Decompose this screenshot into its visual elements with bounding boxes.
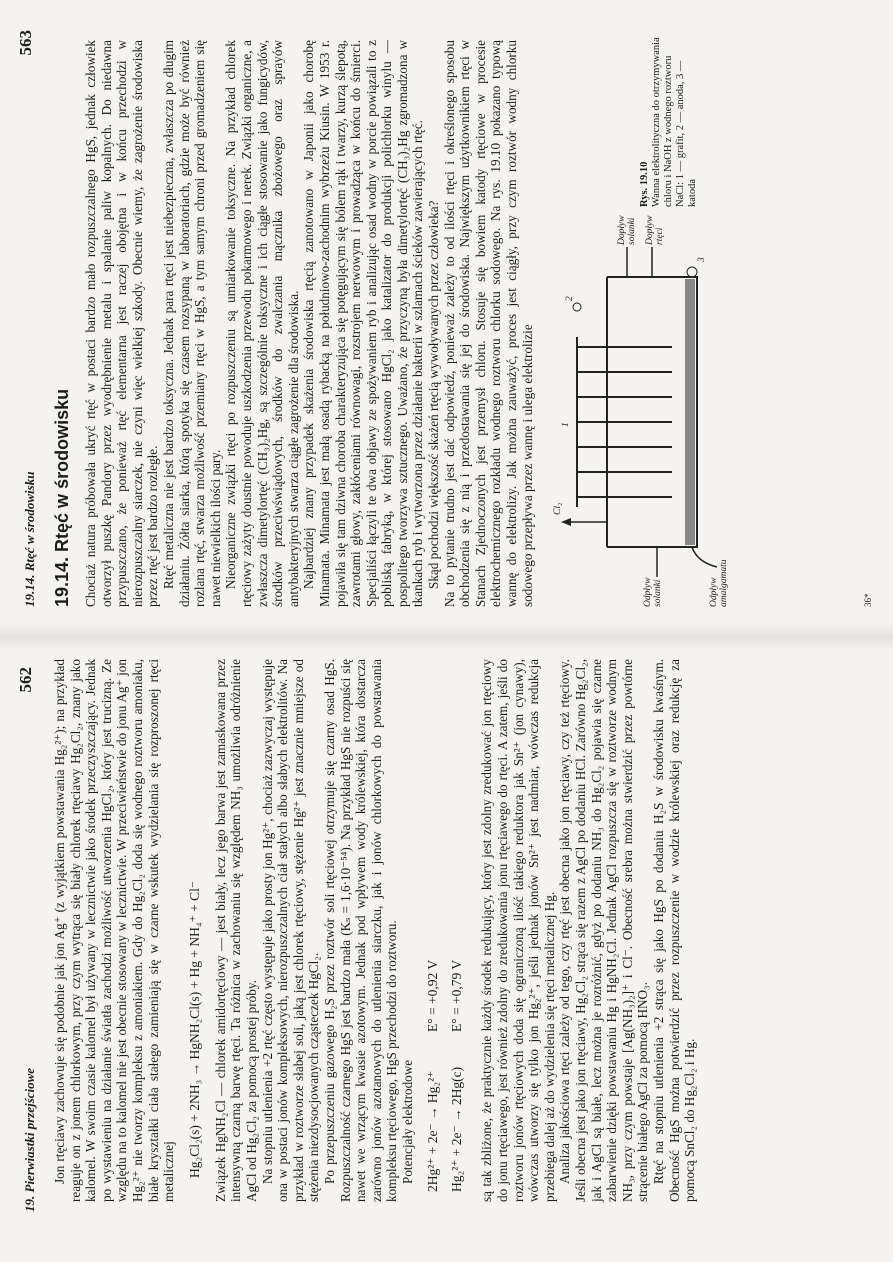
running-head: 19. Pierwiastki przejściowe: [22, 1067, 37, 1212]
label-mercury-inlet: Dopływ rtęci: [645, 215, 666, 245]
electrode-potentials: [421, 659, 469, 1192]
label-1: 1: [561, 422, 572, 427]
potential-row: [421, 659, 445, 1192]
paragraph: Rtęć na stopniu utlenienia +2 strąca się jako HgS po dodaniu H₂S w środowisku kwaśnym. Obecność HgS można potwierdzić przez rozpuszczenie w wodzie królewskiej oraz redukcję za pomocą SnCl₂ do Hg₂Cl₂ i Hg.: [651, 659, 698, 1202]
left-page: [0, 637, 893, 1262]
caption-body: Wanna elektrolityczna do otrzymywania chloru i NaOH z wodnego roztworu NaCl: 1 — grafit, 2 — anoda, 3 — katoda: [651, 37, 699, 207]
paragraph: Najbardziej znany przypadek skażenia środowiska rtęcią zanotowano w Japonii jako chorobę Minamata. Minamata jest małą osadą rybacką na południowo-zachodnim wybrzeżu Kiusin. W 1953 r. pojawiła się tam dziwna choroba charakteryzująca się potęgującym się bólem rąk i twarzy, kurzą ślepotą, zawrotami głowy, zakłóceniami równowagi, rozstrojem nerwowym i prowadząca w końcu do śmierci. Specjaliści łączyli te dwa objawy ze spożywaniem ryb i analizując osad wodny w porcie powiązali to z pobliską fabryką, w której stosowano HgCl₂ jako katalizator do produkcji polichlorku winylu — pospolitego tworzywa sztucznego. Uważano, że przyczyną była dimetylortęć (CH₃)₂Hg zgromadzona w tkankach ryb i wytworzona przez działanie bakterii w szlamach ścieków zawierających rtęć.: [301, 40, 426, 607]
cathode-terminal: [687, 267, 697, 277]
page-number: 562: [16, 667, 35, 693]
label-cl2: Cl₂: [553, 502, 564, 515]
mercury-layer: [685, 279, 695, 545]
caption-title: Rys. 19.10: [639, 161, 651, 207]
running-head: 19.14. Rtęć w środowisku: [22, 471, 37, 607]
potential-row: [445, 659, 469, 1192]
paragraph: Związek HgNH₂Cl — chlorek amidortęciowy — jest biały, lecz jego barwa jest zamaskowana przez intensywną czarną barwę rtęci. Ta różnica w zachowaniu się względem NH₃ umożliwia odróżnienie AgCl od Hg₂Cl₂ za pomocą prostej próby.: [212, 659, 259, 1202]
label-3: 3: [697, 257, 708, 262]
paragraph: Po przepuszczeniu gazowego H₂S przez roztwór soli rtęciowej otrzymuje się czarny osad HgS. Rozpuszczalność czarnego HgS jest bardzo mała (Kₛ = 1,6·10⁻⁵⁴). Na przykład HgS nie rozpuści się nawet we wrzącym kwasie azotowym. Jednak pod wpływem wody królewskiej, która dostarcza zarówno jonów azotanowych do utlenienia siarczku, jak i jonów chlorkowych do powstawania kompleksu rtęciowego, HgS przechodzi do roztworu.: [321, 659, 400, 1202]
paragraph: Potencjały elektrodowe: [399, 1059, 415, 1184]
label-brine-inlet: Dopływ solanki: [617, 215, 638, 245]
signature-mark: 36*: [863, 593, 873, 607]
electrolytic-cell-diagram: [547, 217, 730, 607]
paragraph: Na to pytanie trudno jest dać odpowiedź, ponieważ zależy to od ilości rtęci i określonego sposobu obchodzenia się z nią i przedostawania się jej do środowiska. Największym użytkownikiem rtęci w Stanach Zjednoczonych jest przemysł chloru. Stosuje się bowiem katody rtęciowe w procesie elektrochemicznego rozkładu wodnego roztworu chlorku sodowego. Na rys. 19.10 pokazano typową wannę do elektrolizy. Jak można zauważyć, proces jest ciągły, przy czym roztwór wodny chlorku sodowego przepływa przez wannę i ulega elektrolizie: [441, 40, 535, 607]
paragraph: Analiza jakościowa rtęci zależy od tego, czy rtęć jest obecna jako jon rtęciawy, czy też rtęciowy. Jeśli obecna jest jako jon rtęciawy, Hg₂Cl₂ strąca się razem z AgCl po dodaniu HCl. Zarówno Hg₂Cl₂, jak i AgCl są białe, lecz można je rozróżnić, gdyż po dodaniu NH₃ do Hg₂Cl₂ pojawia się czarne zabarwienie dzięki powstawaniu Hg i HgNH₂Cl. Jednak AgCl rozpuszcza się w roztworze wodnym NH₃, przy czym powstaje [Ag(NH₃)₂]⁺ i Cl⁻. Obecność srebra można stwierdzić przez powtórne strącenie białego AgCl za pomocą HNO₃.: [557, 659, 651, 1202]
half-reaction: 2Hg²⁺ + 2e⁻ → Hg₂²⁺: [425, 1070, 441, 1192]
anode-plates: [577, 347, 672, 497]
potential-value: E° = +0,79 V: [449, 959, 465, 1032]
paragraph: Skąd pochodzi większość skażeń rtęcią wywoływanych przez człowieka?: [426, 200, 442, 589]
figure-electrolytic-cell: [547, 37, 730, 607]
potential-value: E° = +0,92 V: [425, 959, 441, 1032]
page-number: 563: [16, 30, 35, 56]
figure-caption: [639, 32, 699, 207]
paragraph: Jon rtęciawy zachowuje się podobnie jak jon Ag⁺ (z wyjątkiem powstawania Hg₂²⁺); na przykład reaguje on z jonem chlorkowym, przy czym wytrąca się biały chlorek rtęciawy Hg₂Cl₂, znany jako kalomel. W swoim czasie kalomel był używany w lecznictwie jako środek przeczyszczający. Jednak po wystawieniu na działanie światła zachodzi możliwość utworzenia HgCl₂, który jest trucizną. Ze względu na to kalomel nie jest obecnie stosowany w lecznictwie. W przeciwieństwie do jonu Ag⁺ jon Hg₂²⁺ nie tworzy kompleksu z amoniakiem. Gdy do Hg₂Cl₂ doda się wodnego roztworu amoniaku, białe kryształki ciała stałego zamieniają się w czarne wskutek wydzielania się rozproszonej rtęci metalicznej: [52, 659, 177, 1202]
label-brine-outlet: Odpływ solanki: [643, 577, 664, 607]
anode-terminal: [573, 303, 581, 311]
cell-wall: [607, 277, 697, 547]
label-2: 2: [565, 296, 576, 301]
paragraph: Chociaż natura próbowała ukryć rtęć w postaci bardzo mało rozpuszczalnego HgS, jednak człowiek otworzył puszkę Pandory przez wyodrębnienie metalu i spalanie paliw kopalnych. Do niedawna przypuszczano, że ponieważ rtęć elementarna jest raczej obojętna i w końcu przechodzi w nierozpuszczalny siarczek, nie czyni więc wielkiej szkody. Obecnie wiemy, że zagrożenie środowiska przez rtęć jest bardzo rozległe.: [83, 40, 161, 607]
section-title: 19.14. Rtęć w środowisku: [52, 388, 72, 607]
paragraph: są tak zbliżone, że praktycznie każdy środek redukujący, który jest zdolny zredukować jon rtęciowy do jonu rtęciawego, jest również zdolny do zredukowania jonu rtęciawego do rtęci. A zatem, jeśli do roztworu jonów rtęciowych doda się ograniczoną ilość takiego reduktora jak Sn²⁺ (jon cynawy), wówczas utworzy się tylko jon Hg₂²⁺, jeśli jednak jonów Sn²⁺ jest nadmiar, wówczas redukcja przebiega dalej aż do wydzielenia się rtęci metalicznej Hg.: [479, 659, 557, 1202]
equation: Hg₂Cl₂(s) + 2NH₃ → HgNH₂Cl(s) + Hg + NH₄⁺ + Cl⁻: [186, 881, 202, 1178]
label-amalgam-outlet: Odpływ amalgamatu: [709, 559, 730, 607]
paragraph: Na stopniu utlenienia +2 rtęć często występuje jako prosty jon Hg²⁺, chociaż zazwyczaj występuje ona w postaci jonów kompleksowych, nierozpuszczalnych ciał stałych albo słabych elektrolitów. Na przykład w roztworze słabej soli, jaką jest chlorek rtęciowy, stężenie Hg²⁺ jest znacznie mniejsze od stężenia niezdysocjowanych cząsteczek HgCl₂.: [259, 659, 322, 1202]
arrow-up-icon: [561, 518, 571, 526]
paragraph: Nieorganiczne związki rtęci po rozpuszczeniu są umiarkowanie toksyczne. Na przykład chlorek rtęciowy zażyty doustnie powoduje uszkodzenia przewodu pokarmowego i nerek. Związki organiczne, a zwłaszcza dimetylortęć (CH₃)₂Hg, są szczególnie toksyczne i ich ciągłe stosowanie jako fungicydów, środków przeciwświądowych, środków do zwalczania mącznika zbożowego oraz sprayów antybakteryjnych stwarza ciągłe zagrożenie dla środowiska.: [223, 40, 301, 607]
paragraph: Rtęć metaliczna nie jest bardzo toksyczna. Jednak para rtęci jest niebezpieczna, zwłaszcza po długim działaniu. Żółta siarka, którą spotyka się czasem rozsypaną w laboratoriach, gdzie może być również rozlana rtęć, stwarza możliwość przemiany rtęci w HgS, a tym samym chroni przed gromadzeniem się nawet niewielkich ilości pary.: [160, 40, 223, 607]
half-reaction: Hg₂²⁺ + 2e⁻ → 2Hg(c): [449, 1066, 465, 1192]
